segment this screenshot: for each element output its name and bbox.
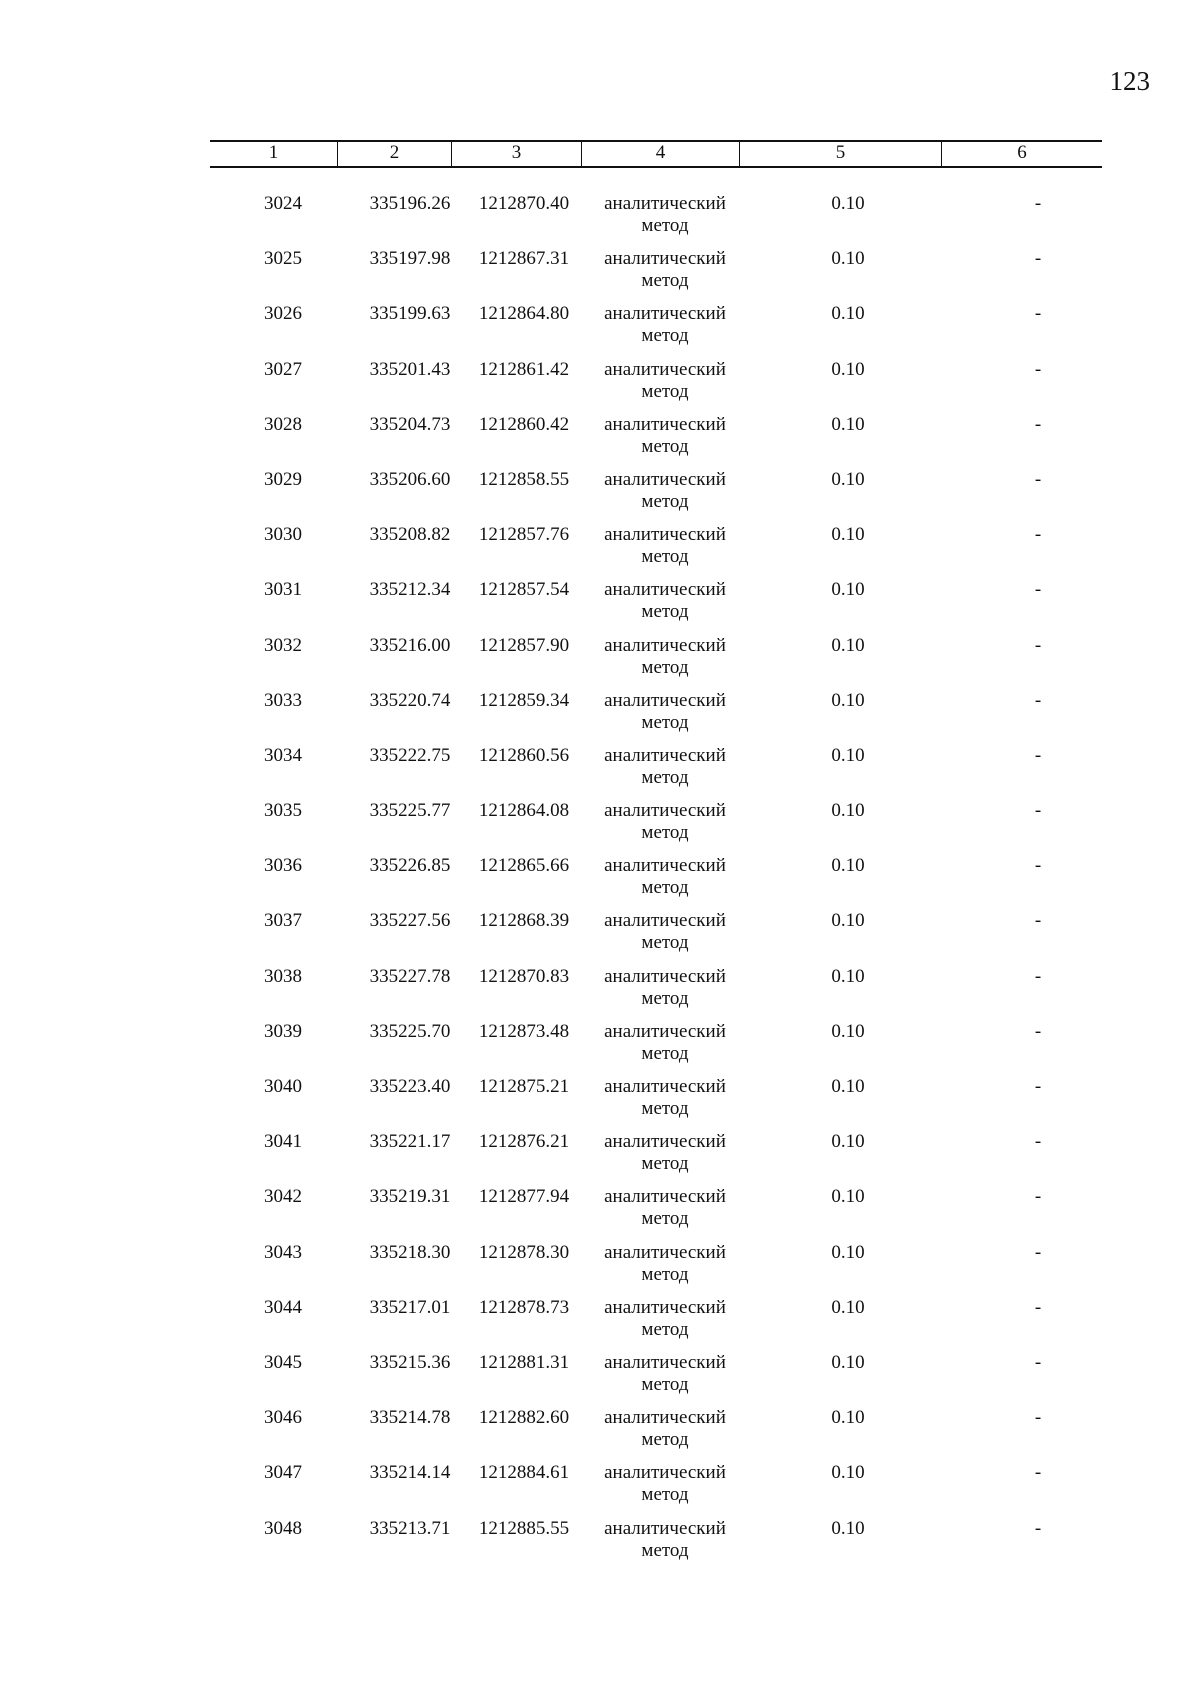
cell-coord-y: 1212875.21 [478, 1076, 570, 1097]
cell-point-number: 3034 [264, 744, 302, 766]
method-line: аналитический [604, 1517, 726, 1539]
method-line: аналитический [604, 579, 726, 601]
cell-method [582, 1407, 740, 1462]
cell-point-number: 3032 [264, 634, 302, 656]
cell-note: - [1034, 1517, 1042, 1539]
table-row [210, 303, 1102, 358]
cell-note: - [1034, 358, 1042, 380]
cell-coord-y: 1212864.80 [478, 303, 570, 325]
table-row [210, 579, 1102, 634]
method-line: метод [641, 270, 689, 292]
method-line: аналитический [604, 1351, 726, 1373]
cell-method [582, 910, 740, 965]
method-line: аналитический [604, 1186, 726, 1208]
cell-note: - [1034, 1407, 1042, 1429]
cell-note: - [1034, 579, 1042, 601]
cell-note: - [1034, 413, 1042, 435]
cell-point-number: 3027 [264, 358, 302, 380]
method-line: метод [641, 822, 689, 844]
table-row [210, 414, 1102, 469]
cell-accuracy: 0.10 [831, 1407, 865, 1429]
method-line: аналитический [604, 1296, 726, 1318]
cell-method [582, 1352, 740, 1407]
table-row [210, 1407, 1102, 1462]
cell-method [582, 1297, 740, 1352]
cell-method [582, 469, 740, 524]
method-line: аналитический [604, 744, 726, 766]
cell-coord-y: 1212859.34 [478, 689, 570, 711]
cell-coord-x: 335215.36 [369, 1351, 451, 1373]
cell-accuracy: 0.10 [831, 1131, 865, 1153]
cell-method [582, 303, 740, 358]
cell-coord-y: 1212870.40 [478, 193, 570, 214]
cell-coord-x: 335225.70 [369, 1020, 451, 1042]
cell-accuracy: 0.10 [831, 579, 865, 601]
cell-method [582, 745, 740, 800]
cell-coord-y: 1212873.48 [478, 1020, 570, 1042]
cell-accuracy: 0.10 [831, 744, 865, 766]
cell-method [582, 1021, 740, 1076]
cell-point-number: 3026 [264, 303, 302, 325]
cell-coord-y: 1212885.55 [478, 1517, 570, 1539]
column-header-5: 5 [740, 142, 942, 166]
cell-accuracy: 0.10 [831, 248, 865, 270]
cell-note: - [1034, 468, 1042, 490]
cell-coord-x: 335214.14 [369, 1462, 451, 1484]
method-line: метод [641, 877, 689, 899]
cell-method [582, 855, 740, 910]
column-header-2: 2 [338, 142, 452, 166]
method-line: метод [641, 1318, 689, 1340]
cell-method [582, 579, 740, 634]
cell-coord-x: 335227.56 [369, 910, 451, 932]
table-row [210, 690, 1102, 745]
cell-coord-x: 335218.30 [369, 1241, 451, 1263]
cell-point-number: 3043 [264, 1241, 302, 1263]
cell-accuracy: 0.10 [831, 855, 865, 877]
cell-method [582, 1131, 740, 1186]
cell-coord-y: 1212868.39 [478, 910, 570, 932]
cell-point-number: 3037 [264, 910, 302, 932]
cell-coord-y: 1212878.30 [478, 1241, 570, 1263]
cell-coord-y: 1212870.83 [478, 965, 570, 987]
cell-point-number: 3047 [264, 1462, 302, 1484]
cell-coord-y: 1212860.56 [478, 744, 570, 766]
cell-coord-x: 335197.98 [369, 248, 451, 270]
method-line: метод [641, 325, 689, 347]
cell-point-number: 3028 [264, 413, 302, 435]
cell-note: - [1034, 193, 1042, 214]
cell-method [582, 193, 740, 248]
cell-method [582, 414, 740, 469]
cell-coord-x: 335222.75 [369, 744, 451, 766]
cell-coord-y: 1212857.76 [478, 524, 570, 546]
table-row [210, 1076, 1102, 1131]
table-row [210, 469, 1102, 524]
cell-accuracy: 0.10 [831, 358, 865, 380]
cell-point-number: 3039 [264, 1020, 302, 1042]
method-line: метод [641, 490, 689, 512]
cell-point-number: 3038 [264, 965, 302, 987]
cell-accuracy: 0.10 [831, 910, 865, 932]
cell-point-number: 3025 [264, 248, 302, 270]
cell-method [582, 1076, 740, 1131]
table-row [210, 745, 1102, 800]
method-line: аналитический [604, 1462, 726, 1484]
cell-coord-x: 335219.31 [369, 1186, 451, 1208]
cell-coord-x: 335201.43 [369, 358, 451, 380]
method-line: аналитический [604, 303, 726, 325]
method-line: аналитический [604, 1020, 726, 1042]
method-line: аналитический [604, 1076, 726, 1097]
cell-note: - [1034, 1186, 1042, 1208]
cell-coord-x: 335206.60 [369, 468, 451, 490]
method-line: метод [641, 1153, 689, 1175]
method-line: аналитический [604, 358, 726, 380]
cell-coord-x: 335208.82 [369, 524, 451, 546]
method-line: аналитический [604, 965, 726, 987]
cell-note: - [1034, 248, 1042, 270]
method-line: метод [641, 546, 689, 568]
cell-point-number: 3035 [264, 800, 302, 822]
column-header-3: 3 [452, 142, 582, 166]
cell-note: - [1034, 1020, 1042, 1042]
method-line: аналитический [604, 1241, 726, 1263]
table-row [210, 359, 1102, 414]
table-row [210, 524, 1102, 579]
cell-method [582, 1186, 740, 1241]
method-line: аналитический [604, 248, 726, 270]
cell-accuracy: 0.10 [831, 1241, 865, 1263]
cell-accuracy: 0.10 [831, 1076, 865, 1097]
method-line: аналитический [604, 910, 726, 932]
cell-note: - [1034, 1131, 1042, 1153]
cell-note: - [1034, 634, 1042, 656]
method-line: метод [641, 766, 689, 788]
cell-coord-x: 335216.00 [369, 634, 451, 656]
cell-point-number: 3029 [264, 468, 302, 490]
cell-method [582, 359, 740, 414]
cell-coord-y: 1212882.60 [478, 1407, 570, 1429]
cell-coord-y: 1212867.31 [478, 248, 570, 270]
cell-coord-y: 1212857.90 [478, 634, 570, 656]
table-row [210, 1518, 1102, 1573]
cell-coord-y: 1212881.31 [478, 1351, 570, 1373]
cell-coord-x: 335214.78 [369, 1407, 451, 1429]
method-line: аналитический [604, 1407, 726, 1429]
cell-note: - [1034, 910, 1042, 932]
method-line: аналитический [604, 468, 726, 490]
method-line: аналитический [604, 193, 726, 214]
table-row [210, 910, 1102, 965]
cell-point-number: 3046 [264, 1407, 302, 1429]
method-line: метод [641, 1263, 689, 1285]
method-line: аналитический [604, 800, 726, 822]
table-row [210, 966, 1102, 1021]
table-row [210, 1297, 1102, 1352]
method-line: метод [641, 711, 689, 733]
method-line: метод [641, 932, 689, 954]
column-header-6: 6 [1017, 142, 1027, 163]
cell-accuracy: 0.10 [831, 1186, 865, 1208]
cell-accuracy: 0.10 [831, 1020, 865, 1042]
cell-coord-x: 335212.34 [369, 579, 451, 601]
cell-point-number: 3024 [264, 193, 302, 214]
cell-coord-x: 335221.17 [369, 1131, 451, 1153]
table-body [210, 193, 1102, 1573]
cell-accuracy: 0.10 [831, 1517, 865, 1539]
method-line: аналитический [604, 524, 726, 546]
cell-point-number: 3042 [264, 1186, 302, 1208]
cell-method [582, 1462, 740, 1517]
cell-note: - [1034, 524, 1042, 546]
cell-coord-y: 1212857.54 [478, 579, 570, 601]
cell-note: - [1034, 1351, 1042, 1373]
method-line: аналитический [604, 634, 726, 656]
method-line: метод [641, 1373, 689, 1395]
cell-method [582, 966, 740, 1021]
column-header-4: 4 [582, 142, 740, 166]
table-row [210, 800, 1102, 855]
table-row [210, 1352, 1102, 1407]
cell-coord-y: 1212877.94 [478, 1186, 570, 1208]
cell-accuracy: 0.10 [831, 413, 865, 435]
cell-method [582, 248, 740, 303]
method-line: метод [641, 215, 689, 236]
method-line: метод [641, 380, 689, 402]
cell-note: - [1034, 1462, 1042, 1484]
cell-coord-y: 1212860.42 [478, 413, 570, 435]
cell-accuracy: 0.10 [831, 303, 865, 325]
table-row [210, 1462, 1102, 1517]
method-line: метод [641, 601, 689, 623]
cell-coord-y: 1212858.55 [478, 468, 570, 490]
cell-point-number: 3036 [264, 855, 302, 877]
cell-method [582, 635, 740, 690]
cell-coord-y: 1212884.61 [478, 1462, 570, 1484]
cell-point-number: 3040 [264, 1076, 302, 1097]
cell-accuracy: 0.10 [831, 965, 865, 987]
method-line: аналитический [604, 689, 726, 711]
column-header-1: 1 [210, 142, 338, 166]
method-line: метод [641, 435, 689, 457]
cell-note: - [1034, 744, 1042, 766]
cell-coord-y: 1212876.21 [478, 1131, 570, 1153]
cell-note: - [1034, 1241, 1042, 1263]
table-row [210, 855, 1102, 910]
method-line: метод [641, 1098, 689, 1119]
table-row [210, 193, 1102, 248]
cell-method [582, 1242, 740, 1297]
cell-coord-y: 1212861.42 [478, 358, 570, 380]
method-line: метод [641, 1429, 689, 1451]
table-header [210, 140, 1102, 168]
table-row [210, 1131, 1102, 1186]
cell-coord-y: 1212864.08 [478, 800, 570, 822]
table-row [210, 248, 1102, 303]
cell-note: - [1034, 800, 1042, 822]
cell-accuracy: 0.10 [831, 1296, 865, 1318]
cell-accuracy: 0.10 [831, 689, 865, 711]
cell-method [582, 1518, 740, 1573]
method-line: метод [641, 1042, 689, 1064]
method-line: аналитический [604, 1131, 726, 1153]
method-line: метод [641, 1484, 689, 1506]
cell-coord-x: 335220.74 [369, 689, 451, 711]
cell-accuracy: 0.10 [831, 1351, 865, 1373]
table-row [210, 635, 1102, 690]
method-line: аналитический [604, 413, 726, 435]
cell-accuracy: 0.10 [831, 468, 865, 490]
table-row [210, 1021, 1102, 1076]
cell-point-number: 3045 [264, 1351, 302, 1373]
method-line: метод [641, 656, 689, 678]
method-line: аналитический [604, 855, 726, 877]
cell-method [582, 524, 740, 579]
cell-method [582, 690, 740, 745]
cell-note: - [1034, 855, 1042, 877]
cell-coord-x: 335217.01 [369, 1296, 451, 1318]
cell-accuracy: 0.10 [831, 524, 865, 546]
table-row [210, 1242, 1102, 1297]
cell-coord-x: 335223.40 [369, 1076, 451, 1097]
cell-coord-x: 335199.63 [369, 303, 451, 325]
cell-point-number: 3041 [264, 1131, 302, 1153]
cell-note: - [1034, 1296, 1042, 1318]
cell-note: - [1034, 1076, 1042, 1097]
cell-coord-x: 335204.73 [369, 413, 451, 435]
cell-accuracy: 0.10 [831, 193, 865, 214]
cell-coord-x: 335225.77 [369, 800, 451, 822]
cell-coord-y: 1212878.73 [478, 1296, 570, 1318]
cell-point-number: 3031 [264, 579, 302, 601]
cell-coord-y: 1212865.66 [478, 855, 570, 877]
cell-coord-x: 335196.26 [369, 193, 451, 214]
cell-note: - [1034, 689, 1042, 711]
method-line: метод [641, 987, 689, 1009]
cell-point-number: 3044 [264, 1296, 302, 1318]
cell-method [582, 800, 740, 855]
cell-accuracy: 0.10 [831, 634, 865, 656]
method-line: метод [641, 1208, 689, 1230]
cell-point-number: 3030 [264, 524, 302, 546]
page-number: 123 [1109, 66, 1150, 96]
cell-accuracy: 0.10 [831, 1462, 865, 1484]
cell-accuracy: 0.10 [831, 800, 865, 822]
cell-point-number: 3033 [264, 689, 302, 711]
cell-note: - [1034, 965, 1042, 987]
method-line: метод [641, 1539, 689, 1561]
cell-note: - [1034, 303, 1042, 325]
cell-coord-x: 335227.78 [369, 965, 451, 987]
cell-point-number: 3048 [264, 1517, 302, 1539]
cell-coord-x: 335213.71 [369, 1517, 451, 1539]
table-row [210, 1186, 1102, 1241]
cell-coord-x: 335226.85 [369, 855, 451, 877]
